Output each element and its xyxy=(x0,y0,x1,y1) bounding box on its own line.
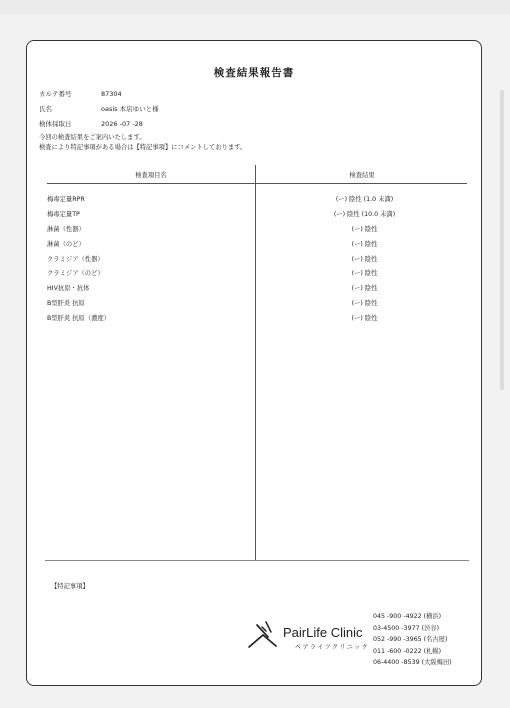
table-row xyxy=(47,283,467,298)
test-result: (ー) 陰性 xyxy=(351,240,378,248)
intro-line: 今回の検査結果をご案内いたします。 xyxy=(39,134,146,141)
test-name: B型肝炎 抗原（濃度） xyxy=(47,315,110,323)
test-name: クラミジア（のど） xyxy=(47,270,104,278)
phone-number: 052 -990 -3965 (名古屋) xyxy=(373,636,448,643)
sample-date-row xyxy=(39,117,159,132)
test-name: 淋菌（のど） xyxy=(47,240,85,248)
test-result: (ー) 陰性 (10.0 未満) xyxy=(333,210,396,218)
table-row xyxy=(47,268,467,283)
intro-text xyxy=(39,133,246,153)
table-row xyxy=(47,313,467,328)
test-name: 梅毒定量RPR xyxy=(47,196,85,203)
table-row xyxy=(47,239,467,254)
table-header xyxy=(47,165,467,184)
karte-number-value: 87304 xyxy=(101,90,122,98)
table-bottom-line xyxy=(45,560,469,561)
notes-label: 【特記事項】 xyxy=(51,583,89,590)
phone-number: 011 -600 -0222 (札幌) xyxy=(373,647,442,655)
test-result: (ー) 陰性 xyxy=(351,315,378,323)
clinic-name-kana: ペアライフクリニック xyxy=(295,644,370,651)
results-table xyxy=(47,165,467,560)
test-name: 淋菌（性器） xyxy=(47,225,85,233)
test-name: B型肝炎 抗原 xyxy=(47,300,85,308)
karte-number-label: カルテ番号 xyxy=(39,90,72,98)
test-name: HIV抗原・抗体 xyxy=(47,285,90,293)
header-item: 検査項目名 xyxy=(135,172,167,179)
table-body xyxy=(47,194,467,328)
phone-number: 06-4400 -8539 (大阪梅田) xyxy=(373,659,452,666)
clinic-name: PairLife Clinic xyxy=(283,625,363,640)
patient-name-value: oasis 本店ゆいと様 xyxy=(101,105,159,113)
table-row xyxy=(47,254,467,269)
patient-name-row xyxy=(39,102,159,117)
clinic-phone-list xyxy=(373,611,452,669)
scrollbar[interactable] xyxy=(500,90,504,390)
patient-info xyxy=(39,87,159,132)
test-name: クラミジア（性器） xyxy=(47,255,104,263)
intro-line: 検査により特記事項がある場合は【特記事項】にコメントしております。 xyxy=(39,144,247,151)
header-result: 検査結果 xyxy=(349,172,375,179)
test-result: (ー) 陰性 xyxy=(351,225,378,233)
table-row xyxy=(47,224,467,239)
sample-date-value: 2026 -07 -28 xyxy=(101,120,143,128)
report-sheet xyxy=(26,40,482,686)
test-result: (ー) 陰性 (1.0 未満) xyxy=(335,196,394,203)
table-row xyxy=(47,209,467,224)
test-result: (ー) 陰性 xyxy=(351,300,378,308)
test-name: 梅毒定量TP xyxy=(47,210,80,218)
karte-number-row xyxy=(39,87,159,102)
test-result: (ー) 陰性 xyxy=(351,255,378,263)
sample-date-label: 検体採取日 xyxy=(39,120,72,128)
test-result: (ー) 陰性 xyxy=(351,285,378,293)
phone-number: 03-4500 -3977 (渋谷) xyxy=(373,624,440,632)
report-title: 検査結果報告書 xyxy=(213,67,295,79)
phone-number: 045 -900 -4922 (横浜) xyxy=(373,613,442,620)
test-result: (ー) 陰性 xyxy=(351,270,378,278)
patient-name-label: 氏名 xyxy=(39,105,52,113)
table-row xyxy=(47,194,467,209)
top-bar xyxy=(0,0,510,14)
table-row xyxy=(47,298,467,313)
clinic-logo xyxy=(247,618,369,658)
pairlife-logo-icon xyxy=(247,620,279,652)
